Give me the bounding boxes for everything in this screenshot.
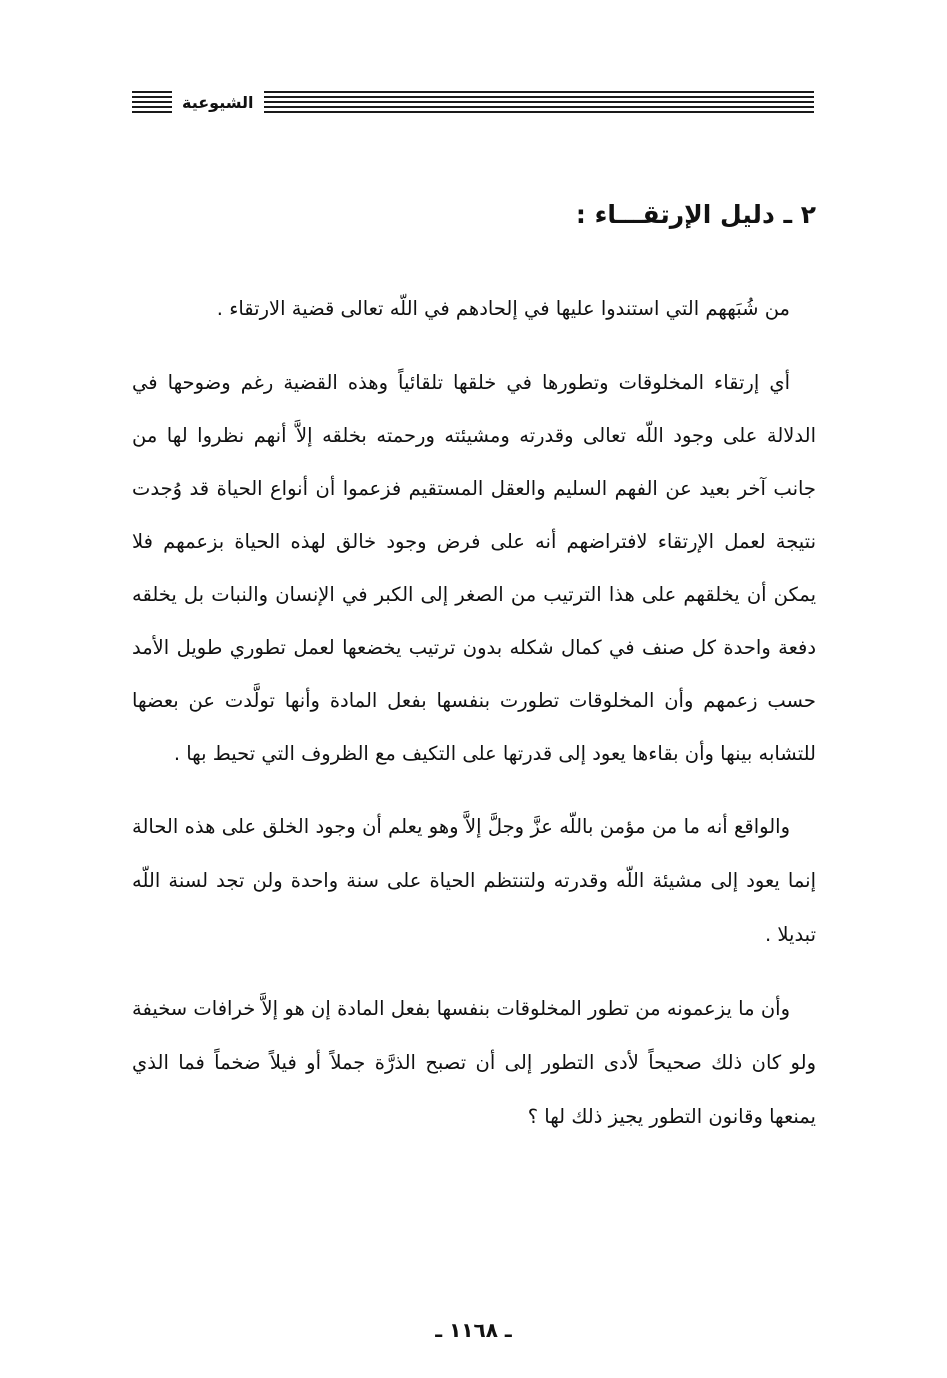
header-rule-long (264, 90, 815, 114)
paragraph-4: وأن ما يزعمونه من تطور المخلوقات بنفسها بفعل المادة إن هو إلاَّ خرافات سخيفة ولو كان ذلك صحيحاً لأدى التطور إلى أن تصبح الذرَّة جملاً أو فيلاً ضخماً فما الذي يمنعها وقانون التطور يجيز ذلك لها ؟ (132, 997, 816, 1128)
paragraph-3: والواقع أنه ما من مؤمن باللّه عزَّ وجلَّ إلاَّ وهو يعلم أن وجود الخلق على هذه الحالة إنما يعود إلى مشيئة اللّه وقدرته ولتنتظم الحياة على سنة واحدة ولن تجد لسنة اللّه تبديلا . (132, 815, 816, 946)
paragraph-1: من شُبَههم التي استندوا عليها في إلحادهم في اللّه تعالى قضية الارتقاء . (216, 297, 790, 320)
paragraph-2: أي إرتقاء المخلوقات وتطورها في خلقها تلقائياً وهذه القضية رغم وضوحها في الدلالة على وجود اللّه تعالى وقدرته ومشيئته ورحمته بخلقه إلاَّ أنهم نظروا لها من جانب آخر بعيد عن الفهم السليم والعقل المستقيم فزعموا أن أنواع الحياة قد وُجدت نتيجة لعمل الإرتقاء لافتراضهم أنه على فرض وجود خالق لهذه الحياة بزعمهم فلا يمكن أن يخلقهم على هذا الترتيب من الصغر إلى الكبر في الإنسان والنبات بل يخلقه دفعة واحدة كل صنف في كمال شكله بدون ترتيب يخضعها لعمل تطوري طويل الأمد حسب زعمهم وأن المخلوقات تطورت بنفسها بفعل المادة وأنها تولَّدت عن بعضها للتشابه بينها وأن بقاءها يعود إلى قدرتها على التكيف مع الظروف التي تحيط بها . (132, 371, 816, 765)
header-title: الشيوعية (182, 92, 254, 112)
page-body (132, 190, 816, 1164)
running-header (132, 88, 814, 116)
page-number: ـ ١١٦٨ ـ (435, 1318, 512, 1342)
section-heading: ٢ ـ دليل الإرتقـــاء : (575, 200, 816, 229)
header-rule-short (132, 90, 172, 114)
